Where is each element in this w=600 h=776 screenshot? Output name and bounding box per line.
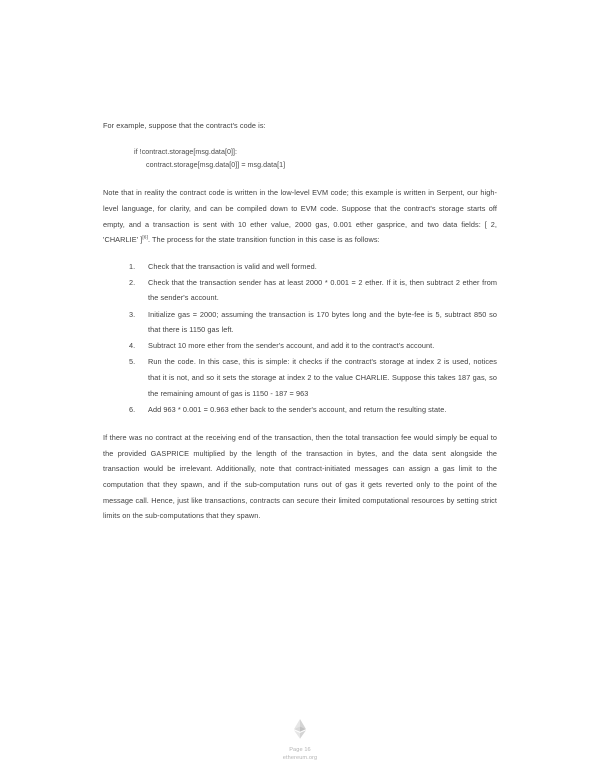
code-line: if !contract.storage[msg.data[0]]:	[134, 147, 238, 156]
list-item: Initialize gas = 2000; assuming the transaction is 170 bytes long and the byte-fee is 5, subtract 850 so that there is 1150 gas left.	[148, 309, 497, 335]
paragraph-after-code-tail: . The process for the state transition function in this case is as follows:	[147, 235, 380, 245]
list-item: Subtract 10 more ether from the sender's account, and add it to the contract's account.	[148, 341, 435, 351]
paragraph-after-code	[103, 185, 497, 247]
intro-paragraph: For example, suppose that the contract's code is:	[103, 121, 266, 130]
list-item: Check that the transaction sender has at least 2000 * 0.001 = 2 ether. If it is, then subtract 2 ether from the sender's account.	[148, 277, 497, 303]
list-item: Add 963 * 0.001 = 0.963 ether back to the sender's account, and return the resulting state.	[148, 404, 447, 414]
code-block	[103, 146, 497, 173]
paragraph-after-code-text: Note that in reality the contract code is written in the low-level EVM code; this example is written in Serpent, our high-level language, for clarity, and can be compiled down to EVM code. Suppose that the contract's storage starts off empty, and a transaction is sent with 10 ether value, 2000 gas, 0.001 ether gasprice, and two data fields: [ 2, 'CHARLIE' ]	[103, 188, 497, 245]
page-number: Page 16	[289, 746, 311, 753]
steps-list	[103, 259, 497, 417]
code-line: contract.storage[msg.data[0]] = msg.data[1]	[146, 161, 286, 169]
list-item: Run the code. In this case, this is simple: it checks if the contract's storage at index 2 is used, notices that it is not, and so it sets the storage at index 2 to the value CHARLIE. Suppose this takes 187 gas, so the remaining amount of gas is 1150 - 187 = 963	[148, 357, 497, 398]
footer-site: ethereum.org	[282, 754, 318, 761]
list-item: Check that the transaction is valid and well formed.	[148, 261, 317, 271]
ethereum-diamond-icon	[293, 719, 307, 739]
closing-paragraph: If there was no contract at the receiving end of the transaction, then the total transaction fee would simply be equal to the provided GASPRICE multiplied by the length of the transaction in bytes, and the data sent alongside the transaction would be irrelevant. Additionally, note that contract-initiated messages can assign a gas limit to the computation that they spawn, and if the sub-computation runs out of gas it gets reverted only to the point of the message call. Hence, just like transactions, contracts can secure their limited computational resources by setting strict limits on the sub-computations that they spawn.	[103, 433, 497, 521]
footnote-marker: [6]	[142, 235, 148, 241]
page-footer	[0, 719, 600, 762]
